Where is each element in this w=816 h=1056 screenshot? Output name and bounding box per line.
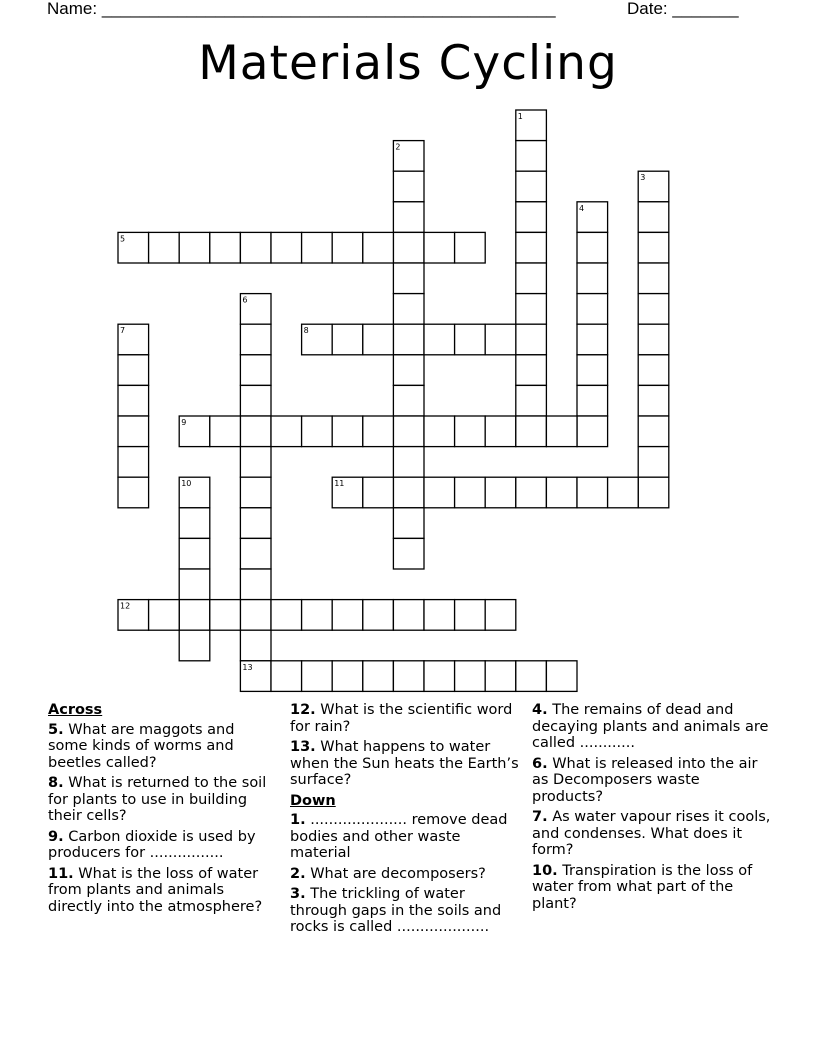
grid-cell[interactable] bbox=[638, 171, 669, 202]
grid-cell[interactable] bbox=[118, 232, 149, 263]
grid-cell[interactable] bbox=[393, 447, 424, 478]
clue-number: 13. bbox=[290, 739, 316, 755]
grid-cell[interactable] bbox=[393, 324, 424, 355]
grid-cell[interactable] bbox=[577, 355, 608, 386]
grid-cell[interactable] bbox=[638, 263, 669, 294]
clue-number: 3. bbox=[290, 886, 306, 902]
grid-cell[interactable] bbox=[179, 477, 210, 508]
grid-cell[interactable] bbox=[577, 477, 608, 508]
grid-cell[interactable] bbox=[240, 447, 271, 478]
grid-cell-number: 10 bbox=[181, 479, 192, 489]
clue-number: 5. bbox=[48, 721, 64, 738]
clue-text: What is released into the air as Decomposers waste products? bbox=[532, 755, 758, 805]
grid-cell[interactable] bbox=[638, 324, 669, 355]
grid-cell[interactable] bbox=[118, 324, 149, 355]
grid-cell[interactable] bbox=[546, 661, 577, 692]
grid-cell[interactable] bbox=[638, 477, 669, 508]
grid-cell[interactable] bbox=[240, 324, 271, 355]
grid-cell[interactable] bbox=[638, 294, 669, 325]
grid-cell[interactable] bbox=[455, 477, 486, 508]
grid-cell[interactable] bbox=[179, 630, 210, 661]
grid-cell[interactable] bbox=[516, 324, 547, 355]
grid-cell[interactable] bbox=[363, 232, 394, 263]
grid-cell[interactable] bbox=[179, 538, 210, 569]
clue-across-13 bbox=[290, 739, 522, 789]
grid-cell[interactable] bbox=[546, 416, 577, 447]
grid-cell[interactable] bbox=[118, 385, 149, 416]
grid-cell[interactable] bbox=[577, 324, 608, 355]
grid-cell-number: 9 bbox=[181, 418, 187, 427]
clue-down-10 bbox=[532, 863, 772, 913]
clue-text: As water vapour rises it cools, and condenses. What does it form? bbox=[532, 809, 771, 858]
grid-cell[interactable] bbox=[516, 477, 547, 508]
grid-cell[interactable] bbox=[577, 385, 608, 416]
grid-cell[interactable] bbox=[149, 600, 180, 631]
clue-text: What is the loss of water from plants and animals directly into the atmosphere? bbox=[48, 865, 263, 915]
grid-cell[interactable] bbox=[393, 661, 424, 692]
clue-across-12 bbox=[290, 702, 522, 735]
grid-cell[interactable] bbox=[455, 324, 486, 355]
grid-cell-number: 12 bbox=[120, 601, 131, 611]
clue-number: 9. bbox=[48, 828, 64, 845]
date-line bbox=[627, 0, 739, 18]
grid-cell[interactable] bbox=[424, 661, 455, 692]
grid-cell[interactable] bbox=[638, 385, 669, 416]
grid-cell[interactable] bbox=[240, 416, 271, 447]
grid-cell[interactable] bbox=[485, 661, 516, 692]
clue-across-11 bbox=[48, 866, 273, 916]
grid-cell[interactable] bbox=[455, 416, 486, 447]
grid-cell[interactable] bbox=[577, 232, 608, 263]
grid-cell[interactable] bbox=[393, 141, 424, 172]
grid-cell[interactable] bbox=[240, 355, 271, 386]
grid-cell[interactable] bbox=[332, 661, 363, 692]
grid-cell[interactable] bbox=[240, 232, 271, 263]
grid-cell[interactable] bbox=[302, 232, 333, 263]
grid-cell[interactable] bbox=[118, 600, 149, 631]
grid-cell[interactable] bbox=[179, 416, 210, 447]
grid-cell[interactable] bbox=[240, 477, 271, 508]
grid-cell[interactable] bbox=[363, 477, 394, 508]
grid-cell[interactable] bbox=[485, 477, 516, 508]
grid-cell[interactable] bbox=[638, 447, 669, 478]
grid-cell[interactable] bbox=[240, 508, 271, 539]
grid-cell[interactable] bbox=[577, 202, 608, 233]
grid-cell[interactable] bbox=[240, 385, 271, 416]
grid-cell[interactable] bbox=[516, 661, 547, 692]
grid-cell[interactable] bbox=[516, 141, 547, 172]
grid-cell[interactable] bbox=[393, 477, 424, 508]
grid-cell[interactable] bbox=[179, 600, 210, 631]
name-line bbox=[47, 0, 556, 18]
grid-cell[interactable] bbox=[393, 538, 424, 569]
across-heading: Across bbox=[48, 702, 103, 718]
clue-number: 8. bbox=[48, 775, 64, 791]
clue-down-2 bbox=[290, 866, 522, 883]
grid-cell[interactable] bbox=[393, 294, 424, 325]
grid-cell[interactable] bbox=[179, 232, 210, 263]
grid-cell[interactable] bbox=[516, 385, 547, 416]
date-label: Date: bbox=[627, 0, 668, 18]
grid-cell[interactable] bbox=[516, 416, 547, 447]
grid-cell[interactable] bbox=[179, 569, 210, 600]
grid-cell[interactable] bbox=[393, 232, 424, 263]
grid-cell[interactable] bbox=[577, 416, 608, 447]
grid-cell[interactable] bbox=[393, 355, 424, 386]
grid-cell[interactable] bbox=[455, 661, 486, 692]
grid-cell-number: 8 bbox=[303, 326, 309, 336]
grid-cell[interactable] bbox=[638, 232, 669, 263]
clues-column-1 bbox=[48, 702, 273, 919]
grid-cell[interactable] bbox=[485, 324, 516, 355]
grid-cell[interactable] bbox=[302, 661, 333, 692]
grid-cell[interactable] bbox=[210, 416, 241, 447]
clue-number: 12. bbox=[290, 702, 316, 718]
grid-cell[interactable] bbox=[546, 477, 577, 508]
grid-cell[interactable] bbox=[393, 202, 424, 233]
clue-number: 6. bbox=[532, 755, 548, 772]
clue-down-3 bbox=[290, 886, 522, 936]
name-label: Name: bbox=[47, 0, 98, 18]
grid-cell[interactable] bbox=[240, 661, 271, 692]
clue-number: 10. bbox=[532, 862, 558, 879]
grid-cell[interactable] bbox=[393, 171, 424, 202]
grid-cell[interactable] bbox=[485, 600, 516, 631]
clue-down-7 bbox=[532, 809, 772, 859]
clue-text: Transpiration is the loss of water from what part of the plant? bbox=[532, 862, 753, 912]
clue-text: What are decomposers? bbox=[310, 865, 486, 882]
clue-across-5 bbox=[48, 722, 273, 772]
grid-cell[interactable] bbox=[638, 355, 669, 386]
grid-cell-number: 7 bbox=[120, 326, 126, 336]
clue-text: The remains of dead and decaying plants and animals are called ............ bbox=[532, 702, 769, 751]
clues-column-2 bbox=[290, 702, 522, 940]
grid-cell[interactable] bbox=[393, 600, 424, 631]
grid-cell[interactable] bbox=[271, 600, 302, 631]
grid-cell[interactable] bbox=[363, 324, 394, 355]
grid-cell[interactable] bbox=[302, 416, 333, 447]
clue-number: 4. bbox=[532, 702, 548, 718]
grid-cell-number: 5 bbox=[120, 234, 126, 244]
grid-cell[interactable] bbox=[302, 324, 333, 355]
grid-cell[interactable] bbox=[332, 324, 363, 355]
grid-cell[interactable] bbox=[363, 600, 394, 631]
grid-cell[interactable] bbox=[332, 232, 363, 263]
grid-cell[interactable] bbox=[424, 324, 455, 355]
clue-text: Carbon dioxide is used by producers for ................ bbox=[48, 828, 256, 861]
grid-cell[interactable] bbox=[210, 600, 241, 631]
clue-text: What are maggots and some kinds of worms and beetles called? bbox=[48, 721, 235, 771]
grid-cell-number: 4 bbox=[579, 203, 585, 213]
grid-cell[interactable] bbox=[393, 416, 424, 447]
grid-cell[interactable] bbox=[638, 416, 669, 447]
grid-cell[interactable] bbox=[424, 232, 455, 263]
clue-text: The trickling of water through gaps in the soils and rocks is called .................... bbox=[290, 886, 502, 935]
clue-number: 7. bbox=[532, 809, 548, 825]
grid-cell[interactable] bbox=[240, 569, 271, 600]
grid-cell[interactable] bbox=[424, 600, 455, 631]
clue-number: 11. bbox=[48, 865, 74, 882]
grid-cell[interactable] bbox=[516, 263, 547, 294]
grid-cell[interactable] bbox=[271, 416, 302, 447]
grid-cell[interactable] bbox=[516, 355, 547, 386]
clue-across-8 bbox=[48, 775, 273, 825]
grid-cell[interactable] bbox=[179, 508, 210, 539]
grid-cell-number: 3 bbox=[640, 173, 646, 183]
clue-down-6 bbox=[532, 756, 772, 806]
clue-text: What is the scientific word for rain? bbox=[290, 702, 513, 735]
grid-cell[interactable] bbox=[240, 630, 271, 661]
grid-cell[interactable] bbox=[393, 385, 424, 416]
grid-cell[interactable] bbox=[393, 508, 424, 539]
grid-cell[interactable] bbox=[363, 416, 394, 447]
grid-cell[interactable] bbox=[455, 600, 486, 631]
clue-text: What happens to water when the Sun heats the Earth’s surface? bbox=[290, 739, 519, 788]
grid-cell[interactable] bbox=[118, 416, 149, 447]
name-blank[interactable]: ________________________________________________ bbox=[101, 0, 556, 18]
grid-cell[interactable] bbox=[118, 477, 149, 508]
grid-cell-number: 1 bbox=[517, 112, 523, 121]
grid-cell[interactable] bbox=[485, 416, 516, 447]
grid-cell[interactable] bbox=[516, 294, 547, 325]
grid-cell-number: 2 bbox=[395, 142, 401, 152]
clue-down-1 bbox=[290, 812, 522, 862]
grid-cell[interactable] bbox=[638, 202, 669, 233]
grid-cell[interactable] bbox=[149, 232, 180, 263]
grid-cell[interactable] bbox=[332, 477, 363, 508]
grid-cell-number: 6 bbox=[242, 295, 248, 305]
grid-cell[interactable] bbox=[516, 171, 547, 202]
grid-cell[interactable] bbox=[210, 232, 241, 263]
page-title: Materials Cycling bbox=[198, 36, 618, 91]
grid-cell[interactable] bbox=[516, 110, 547, 141]
grid-cell[interactable] bbox=[332, 600, 363, 631]
grid-cell[interactable] bbox=[363, 661, 394, 692]
clue-number: 1. bbox=[290, 812, 306, 828]
grid-cell-number: 11 bbox=[334, 479, 345, 489]
clue-text: ..................... remove dead bodies and other waste material bbox=[290, 812, 508, 861]
grid-cell[interactable] bbox=[271, 232, 302, 263]
grid-cell[interactable] bbox=[271, 661, 302, 692]
clue-number: 2. bbox=[290, 865, 306, 882]
grid-cell[interactable] bbox=[302, 600, 333, 631]
grid-cell[interactable] bbox=[455, 232, 486, 263]
down-heading: Down bbox=[290, 792, 336, 809]
grid-cell[interactable] bbox=[577, 294, 608, 325]
date-blank[interactable]: _______ bbox=[672, 0, 739, 18]
grid-cell-number: 13 bbox=[242, 662, 253, 672]
clue-text: What is returned to the soil for plants to use in building their cells? bbox=[48, 775, 267, 824]
clue-across-9 bbox=[48, 829, 273, 862]
clues-column-3 bbox=[532, 702, 772, 916]
grid-cell[interactable] bbox=[240, 538, 271, 569]
grid-cell[interactable] bbox=[240, 294, 271, 325]
grid-cell[interactable] bbox=[516, 202, 547, 233]
grid-cell[interactable] bbox=[240, 600, 271, 631]
grid-cell[interactable] bbox=[424, 477, 455, 508]
grid-cell[interactable] bbox=[393, 263, 424, 294]
grid-cell[interactable] bbox=[332, 416, 363, 447]
grid-cell[interactable] bbox=[608, 477, 639, 508]
grid-cell[interactable] bbox=[516, 232, 547, 263]
grid-cell[interactable] bbox=[118, 447, 149, 478]
grid-cell[interactable] bbox=[424, 416, 455, 447]
grid-cell[interactable] bbox=[577, 263, 608, 294]
clue-down-4 bbox=[532, 702, 772, 752]
grid-cell[interactable] bbox=[118, 355, 149, 386]
